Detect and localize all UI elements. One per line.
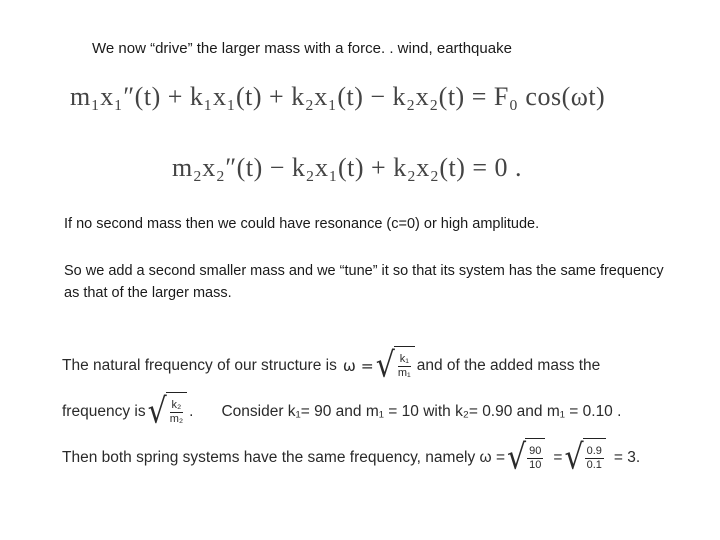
fraction-09-01 [585, 445, 604, 472]
frequency-line-3 [62, 438, 640, 478]
sqrt-k2-m2 [148, 392, 188, 432]
fraction-numerator: k₁ [399, 353, 409, 365]
fraction-denominator: m₁ [397, 367, 411, 379]
fraction-denominator: m₂ [169, 413, 184, 425]
line-2-values: Consider k₁= 90 and m₁ = 10 with k₂= 0.90 and m₁ = 0.10 . [221, 403, 622, 420]
equals-sign: = [553, 449, 563, 466]
tuning-paragraph: So we add a second smaller mass and we “tune” it so that its system has the same frequency as that of the larger mass. [64, 263, 664, 301]
slide-heading: We now “drive” the larger mass with a force. . wind, earthquake [92, 40, 512, 57]
radical-icon: √ [147, 391, 167, 432]
fraction-numerator: k₂ [171, 399, 182, 411]
radical-icon: √ [507, 437, 527, 478]
fraction-k1-m1 [396, 353, 413, 380]
omega-label: ω = [342, 357, 374, 375]
fraction-k2-m2 [168, 399, 185, 426]
equation-mass-one: m₁x₁″(t) + k₁x₁(t) + k₂x₁(t) − k₂x₂(t) = F₀ cos(ωt) [70, 82, 606, 111]
equation-mass-two: m₂x₂″(t) − k₂x₁(t) + k₂x₂(t) = 0 . [172, 153, 523, 182]
fraction-90-10 [527, 445, 543, 472]
resonance-paragraph: If no second mass then we could have resonance (c=0) or high amplitude. [64, 216, 540, 232]
radical-icon: √ [375, 345, 395, 386]
line-3-result: = 3. [613, 449, 641, 466]
fraction-denominator: 10 [529, 459, 542, 471]
frequency-line-1 [62, 346, 600, 386]
radical-icon: √ [564, 437, 584, 478]
fraction-denominator: 0.1 [586, 459, 602, 471]
frequency-line-2 [62, 392, 621, 432]
line-1-text: The natural frequency of our structure is [62, 357, 337, 374]
line-2-period: . [189, 403, 194, 420]
fraction-numerator: 0.9 [586, 445, 602, 457]
sqrt-09-01 [564, 438, 605, 478]
fraction-numerator: 90 [529, 445, 542, 457]
sqrt-90-10 [507, 438, 545, 478]
line-2-text: frequency is [62, 403, 146, 420]
line-3-text: Then both spring systems have the same frequency, namely ω = [62, 449, 506, 466]
line-1-tail: and of the added mass the [416, 357, 601, 374]
sqrt-k1-m1 [376, 346, 415, 386]
